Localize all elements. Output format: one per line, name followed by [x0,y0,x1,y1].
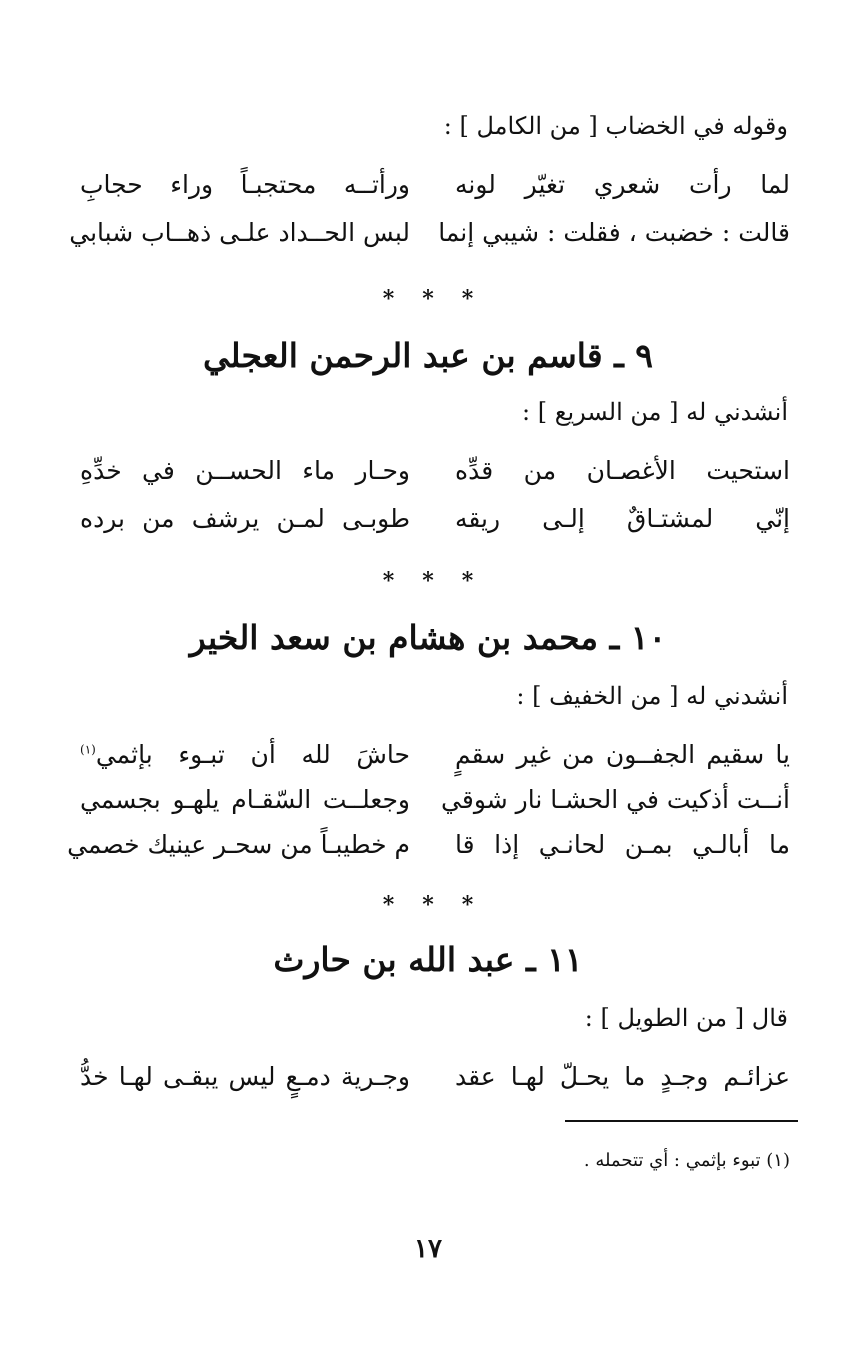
verse-first-half: استحيت الأغصـان من قدِّه [455,456,790,485]
page-number: ١٧ [414,1234,442,1264]
verse-second-half: طوبـى لمـن يرشف من برده [80,504,410,533]
footnote-marker: (١) [80,742,96,757]
verse [80,456,790,496]
verse-text: حاشَ لله أن تبـوء بإثمي [95,740,410,769]
verse-second-half: لبس الحــداد علـى ذهــاب شبابي [69,218,410,247]
verse [80,1062,790,1102]
verse [80,740,790,780]
verse-first-half: يا سقيم الجفــون من غير سقمٍ [455,740,790,769]
verse-second-half: وحـار ماء الحســن في خدِّهِ [80,456,410,485]
section-heading: ٩ ـ قاسم بن عبد الرحمن العجلي [203,336,653,375]
intro-line: وقوله في الخضاب [ من الكامل ] : [443,112,788,140]
star-glyph: * [422,892,434,918]
verse-first-half: أنــت أذكيت في الحشـا نار شوقي [441,785,790,814]
star-glyph: * [382,568,395,594]
footnote: (١) تبوء بإثمي : أي تتحمله . [583,1150,790,1171]
verse [69,218,790,258]
intro-line: قال [ من الطويل ] : [584,1004,788,1032]
verse-second-half: ورأتــه محتجبـاً وراء حجابِ [80,170,410,199]
star-glyph: * [382,286,395,312]
verse-first-half: إنّي لمشتـاقٌ إلـى ريقه [455,504,790,533]
verse-second-half: وجعلــت السّقـام يلهـو بجسمي [80,785,410,814]
star-glyph: * [382,892,395,918]
verse [67,830,790,870]
verse-first-half: عزائـم وجـدٍ ما يحـلّ لهـا عقد [455,1062,790,1091]
verse-first-half: ما أبالـي بمـن لحانـي إذا قا [455,830,790,859]
verse-second-half [80,740,410,769]
intro-line: أنشدني له [ من السريع ] : [521,398,788,426]
footnote-divider [565,1120,798,1122]
star-glyph: * [422,568,434,594]
star-glyph: * [461,892,474,918]
section-heading: ١١ ـ عبد الله بن حارث [273,940,583,979]
star-glyph: * [422,286,434,312]
intro-line: أنشدني له [ من الخفيف ] : [516,682,788,710]
verse-first-half: قالت : خضبت ، فقلت : شيبي إنما [438,218,790,247]
verse [80,504,790,544]
verse-first-half: لما رأت شعري تغيّر لونه [455,170,790,199]
verse [80,785,790,825]
section-separator [0,286,856,312]
section-separator [0,568,856,594]
star-glyph: * [461,568,474,594]
section-separator [0,892,856,918]
section-heading: ١٠ ـ محمد بن هشام بن سعد الخير [189,618,667,657]
verse-second-half: وجـرية دمـعٍ ليس يبقـى لهـا خدُّ [80,1062,410,1091]
star-glyph: * [461,286,474,312]
verse [80,170,790,210]
verse-second-half: م خطيبـاً من سحـر عينيك خصمي [67,830,410,859]
